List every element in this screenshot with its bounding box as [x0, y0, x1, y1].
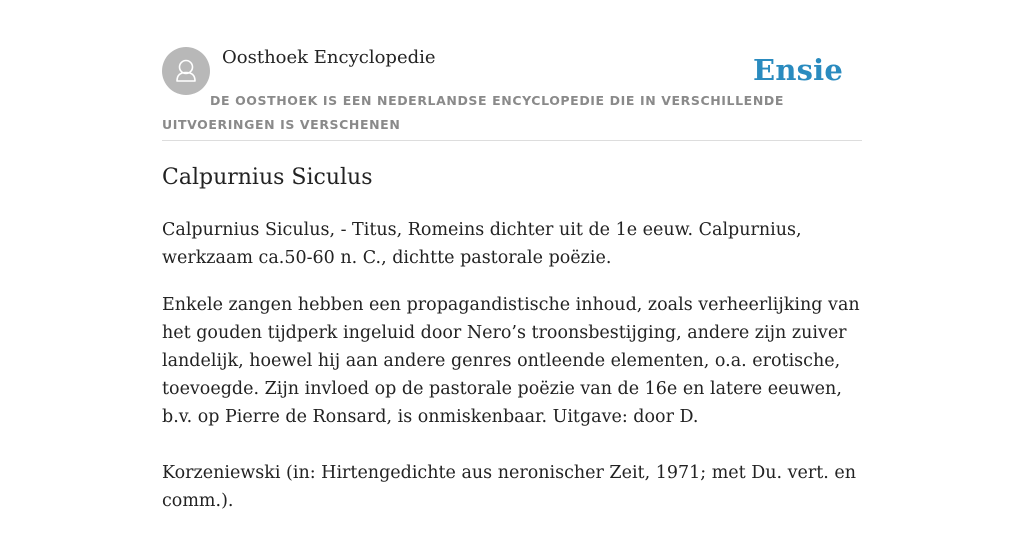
source-avatar[interactable] [162, 47, 210, 95]
source-name[interactable]: Oosthoek Encyclopedie [222, 47, 436, 68]
user-icon [162, 47, 210, 95]
article-body [162, 216, 862, 534]
article-paragraph: Korzeniewski (in: Hirtengedichte aus neronischer Zeit, 1971; met Du. vert. en comm.). [162, 463, 857, 511]
source-tagline: DE OOSTHOEK IS EEN NEDERLANDSE ENCYCLOPEDIE DIE IN VERSCHILLENDE UITVOERINGEN IS VERSCHENEN [162, 93, 784, 132]
article-paragraph: Calpurnius Siculus, - Titus, Romeins dichter uit de 1e eeuw. Calpurnius, werkzaam ca.50-60 n. C., dichtte pastorale poëzie. [162, 220, 802, 268]
page [162, 0, 862, 512]
source-header [162, 0, 862, 141]
ensie-logo[interactable]: Ensie [753, 53, 843, 87]
article-title: Calpurnius Siculus [162, 165, 373, 190]
article-paragraph: Enkele zangen hebben een propagandistische inhoud, zoals verheerlijking van het gouden tijdperk ingeluid door Nero’s troonsbestijging, andere zijn zuiver landelijk, hoewel hij aan andere genres ontleende elementen, o.a. erotische, toevoegde. Zijn invloed op de pastorale poëzie van de 16e en latere eeuwen, b.v. op Pierre de Ronsard, is onmiskenbaar. Uitgave: door D. [162, 295, 860, 427]
